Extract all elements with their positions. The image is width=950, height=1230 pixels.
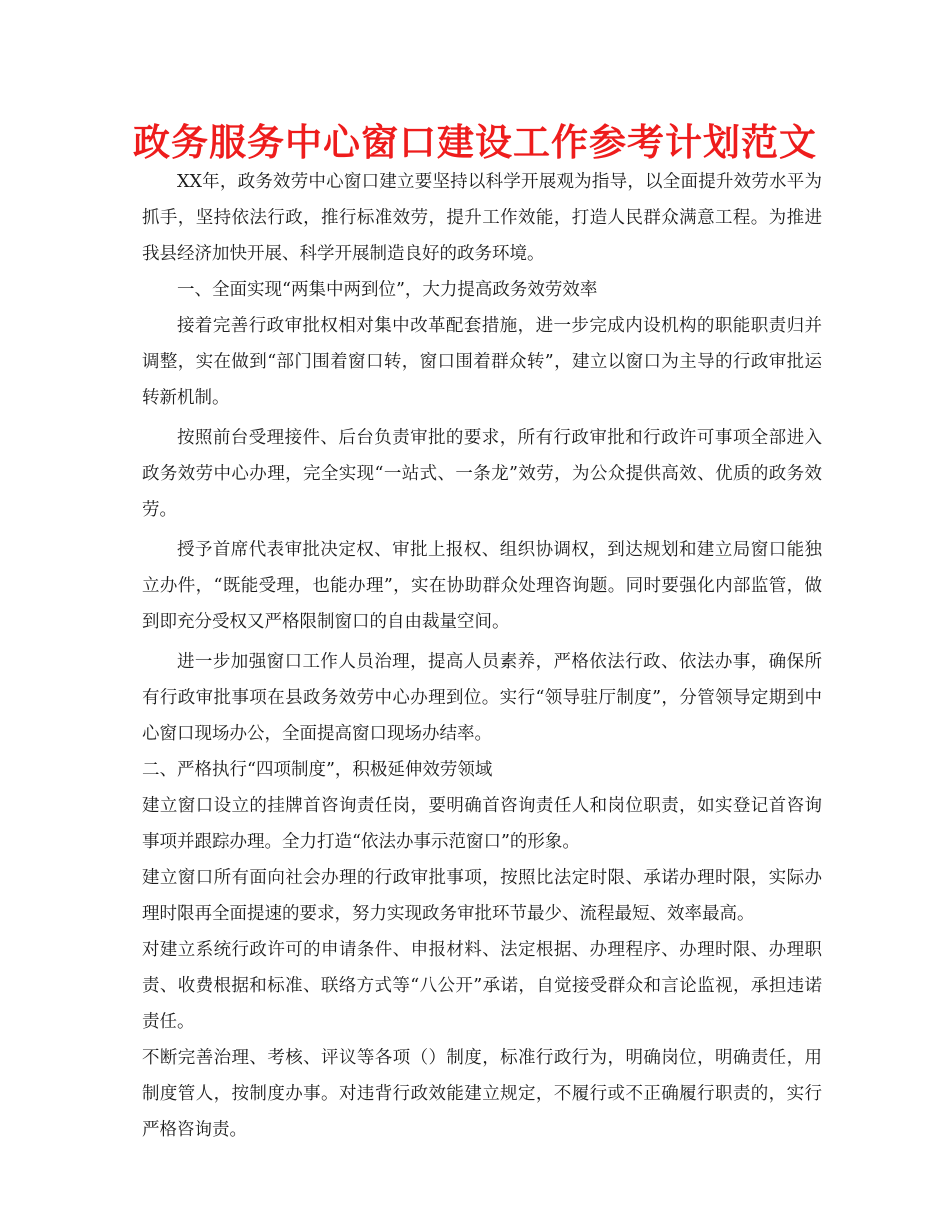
section-heading-2: 二、严格执行“四项制度”，积极延伸效劳领域	[142, 760, 493, 780]
paragraph: 建立窗口所有面向社会办理的行政审批事项，按照比法定时限、承诺办理时限，实际办理时限再全面提速的要求，努力实现政务审批环节最少、流程最短、效率最高。	[142, 868, 822, 924]
paragraph: 不断完善治理、考核、评议等各项（）制度，标准行政行为，明确岗位，明确责任，用制度管人，按制度办事。对违背行政效能建立规定，不履行或不正确履行职责的，实行严格咨询责。	[142, 1048, 822, 1140]
paragraph-intro: XX年，政务效劳中心窗口建立要坚持以科学开展观为指导，以全面提升效劳水平为抓手，坚持依法行政，推行标准效劳，提升工作效能，打造人民群众满意工程。为推进我县经济加快开展、科学开展制造良好的政务环境。	[142, 172, 822, 264]
document-body	[142, 164, 822, 1148]
paragraph: 授予首席代表审批决定权、审批上报权、组织协调权，到达规划和建立局窗口能独立办件，“既能受理，也能办理”，实在协助群众处理咨询题。同时要强化内部监管，做到即充分受权又严格限制窗口的自由裁量空间。	[142, 540, 822, 632]
paragraph: 接着完善行政审批权相对集中改革配套措施，进一步完成内设机构的职能职责归并调整，实在做到“部门围着窗口转，窗口围着群众转”，建立以窗口为主导的行政审批运转新机制。	[142, 316, 822, 408]
section-heading-1: 一、全面实现“两集中两到位”，大力提高政务效劳效率	[177, 280, 598, 300]
document-title: 政务服务中心窗口建设工作参考计划范文	[133, 121, 817, 164]
paragraph: 对建立系统行政许可的申请条件、申报材料、法定根据、办理程序、办理时限、办理职责、收费根据和标准、联络方式等“八公开”承诺，自觉接受群众和言论监视，承担违诺责任。	[142, 940, 822, 1032]
paragraph: 进一步加强窗口工作人员治理，提高人员素养，严格依法行政、依法办事，确保所有行政审批事项在县政务效劳中心办理到位。实行“领导驻厅制度”，分管领导定期到中心窗口现场办公，全面提高窗口现场办结率。	[142, 652, 822, 744]
paragraph: 建立窗口设立的挂牌首咨询责任岗，要明确首咨询责任人和岗位职责，如实登记首咨询事项并跟踪办理。全力打造“依法办事示范窗口”的形象。	[142, 796, 822, 852]
paragraph: 按照前台受理接件、后台负责审批的要求，所有行政审批和行政许可事项全部进入政务效劳中心办理，完全实现“一站式、一条龙”效劳，为公众提供高效、优质的政务效劳。	[142, 428, 822, 520]
